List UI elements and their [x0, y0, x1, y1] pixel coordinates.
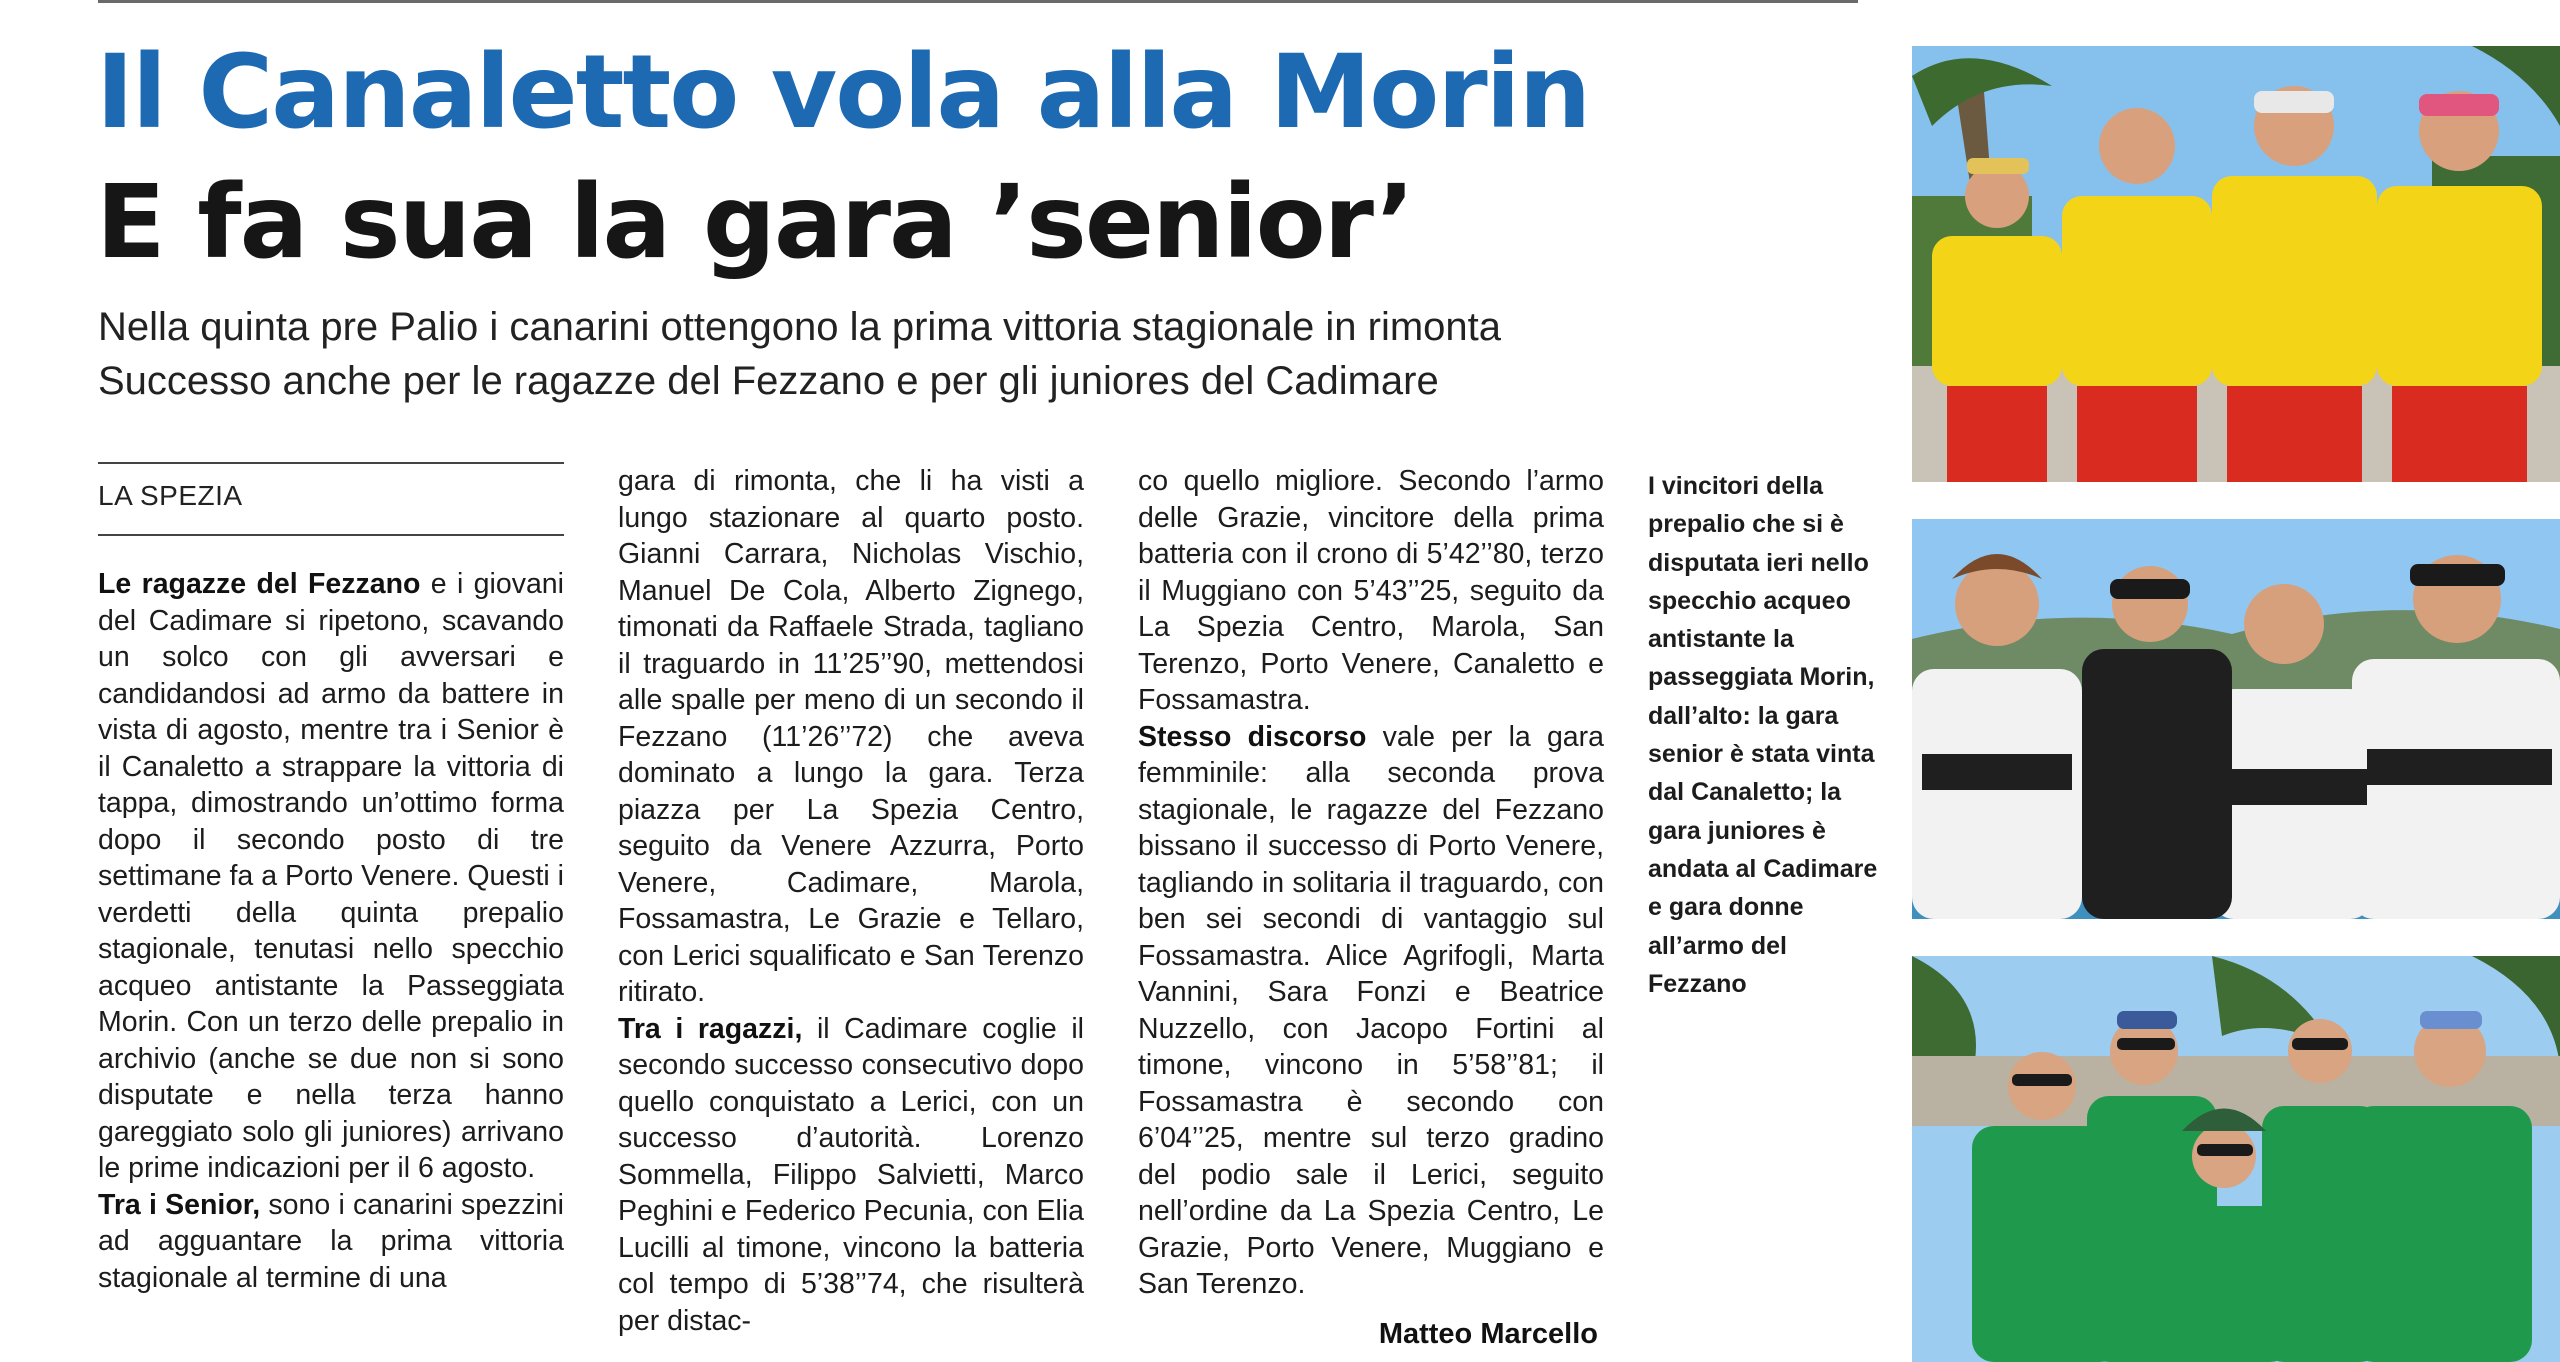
article-column-2 [618, 463, 1084, 1339]
article-column-3 [1138, 463, 1604, 1303]
paragraph [98, 566, 564, 1187]
body-text: co quello migliore. Secondo l’armo delle Grazie, vincitore della prima batteria con il crono di 5’42’’80, terzo il Muggiano con 5’43’’25, seguito da La Spezia Centro, Marola, San Terenzo, Porto Venere, Canaletto e Fossamastra. [1138, 465, 1604, 716]
photo-junior-team [1912, 519, 2560, 919]
photo-women-illustration [1912, 956, 2560, 1362]
location-rule-top [98, 462, 564, 464]
author-signature: Matteo Marcello [1378, 1318, 1598, 1350]
photo-caption: I vincitori della prepalio che si è disputata ieri nello specchio acqueo antistante la passeggiata Morin, dall’alto: la gara senior è stata vinta dal Canaletto; la gara juniores è andata al Cadimare e gara donne all’armo del Fezzano [1648, 472, 1878, 998]
location-rule-bottom [98, 534, 564, 536]
photo-senior-team [1912, 46, 2560, 482]
photo-junior-illustration [1912, 519, 2560, 919]
headline: Il Canaletto vola alla Morin [96, 33, 1590, 152]
article-column-1 [98, 566, 564, 1296]
paragraph [98, 1187, 564, 1297]
body-text: vale per la gara femminile: alla seconda prova stagionale, le ragazze del Fezzano bissano il successo di Porto Venere, tagliando in solitaria il traguardo, con ben sei secondi di vantaggio sul Fossamastra. Alice Agrifogli, Marta Vannini, Sara Fonzi e Beatrice Nuzzello, con Jacopo Fortini al timone, vincono in 5’58’’81; il Fossamastra è secondo con 6’04’’25, mentre sul terzo gradino del podio sale il Lerici, seguito nell’ordine da La Spezia Centro, Le Grazie, Porto Venere, Muggiano e San Terenzo. [1138, 720, 1605, 1300]
body-text: il Cadimare coglie il secondo successo consecutivo dopo quello conquistato a Lerici, con un successo d’autorità. Lorenzo Sommella, Filippo Salvietti, Marco Peghini e Federico Pecunia, con Elia Lucilli al timone, vincono la batteria col tempo di 5’38’’74, che risulterà per distac- [618, 1012, 1084, 1337]
photo-senior-illustration [1912, 46, 2560, 482]
headline-secondary: E fa sua la gara ’senior’ [96, 163, 1413, 282]
paragraph [1138, 719, 1604, 1303]
top-rule [98, 0, 1858, 3]
paragraph [1138, 463, 1604, 719]
lead-in: Le ragazze del Fezzano [98, 568, 421, 600]
body-text: gara di rimonta, che li ha visti a lungo stazionare al quarto posto. Gianni Carrara, Nicholas Vischio, Manuel De Cola, Alberto Zignego, timonati da Raffaele Strada, tagliano il traguardo in 11’25’’90, mettendosi alle spalle per meno di un secondo il Fezzano (11’26’’72) che aveva dominato a lungo la gara. Terza piazza per La Spezia Centro, seguito da Venere Azzurra, Porto Venere, Cadimare, Marola, Fossamastra, Le Grazie e Tellaro, con Lerici squalificato e San Terenzo ritirato. [618, 465, 1084, 1008]
photo-women-team [1912, 956, 2560, 1362]
paragraph [618, 1011, 1084, 1340]
lead-in: Stesso discorso [1138, 720, 1367, 753]
body-text: sono i canarini spezzini ad agguantare la prima vittoria stagionale al termine di una [98, 1188, 564, 1294]
subhead-line-1: Nella quinta pre Palio i canarini ottengono la prima vittoria stagionale in rimonta [98, 305, 1502, 349]
subheadline [98, 300, 1501, 408]
dateline-location: LA SPEZIA [98, 480, 243, 511]
lead-in: Tra i Senior, [98, 1188, 261, 1221]
paragraph [618, 463, 1084, 1011]
subhead-line-2: Successo anche per le ragazze del Fezzano e per gli juniores del Cadimare [98, 359, 1439, 403]
lead-in: Tra i ragazzi, [618, 1012, 803, 1045]
body-text: e i giovani del Cadimare si ripetono, scavando un solco con gli avversari e candidandosi ad armo da battere in vista di agosto, mentre tra i Senior è il Canaletto a strappare la vittoria di tappa, dimostrando un’ottimo forma dopo il secondo posto di tre settimane fa a Porto Venere. Questi i verdetti della quinta prepalio stagionale, tenutasi nello specchio acqueo antistante la Passeggiata Morin. Con un terzo delle prepalio in archivio (anche se due non si sono disputate e nella terza hanno gareggiato solo gli juniores) arrivano le prime indicazioni per il 6 agosto. [98, 568, 564, 1184]
